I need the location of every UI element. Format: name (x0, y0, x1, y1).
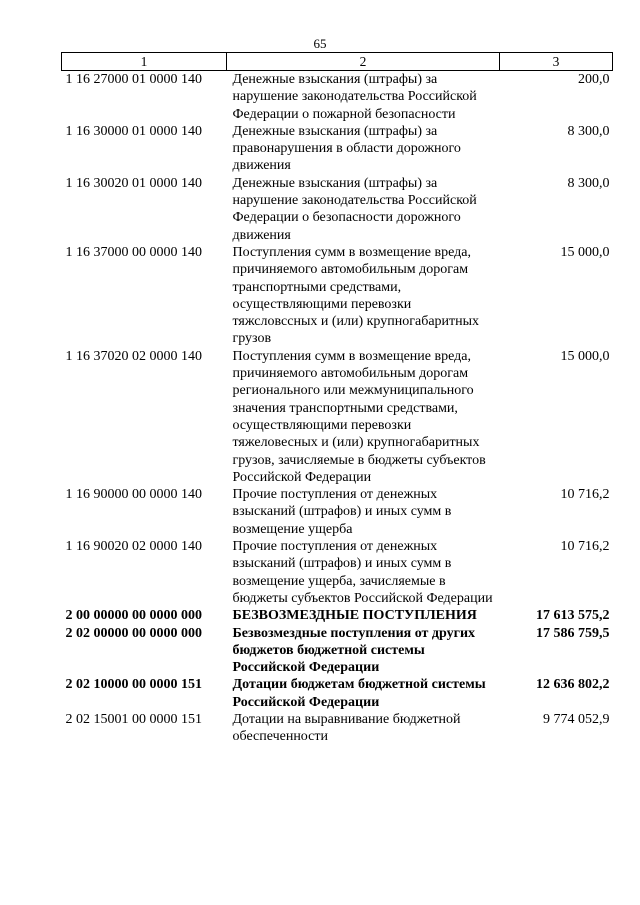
row-amount: 10 716,2 (560, 487, 610, 503)
row-code: 1 16 37000 00 0000 140 (65, 244, 202, 260)
row-amount: 8 300,0 (567, 175, 610, 191)
table-row (62, 711, 613, 746)
column-header-1: 1 (62, 53, 227, 71)
table-row (62, 175, 613, 244)
row-name: Дотации бюджетам бюджетной системы Российской Федерации (232, 677, 486, 710)
row-name: Поступления сумм в возмещение вреда, причиняемого автомобильным дорогам транспортными средствами, осуществляющими перевозки тяжсловссных и (или) крупногабаритных грузов (232, 244, 480, 347)
row-name: Денежные взыскания (штрафы) за нарушение законодательства Российской Федерации о пожарной безопасности (232, 72, 477, 122)
row-name: Прочие поступления от денежных взысканий (штрафов) и иных сумм в возмещение ущерба (232, 487, 452, 537)
row-name: Прочие поступления от денежных взысканий (штрафов) и иных сумм в возмещение ущерба, зачисляемые в бюджеты субъектов Российской Федерации (232, 539, 493, 606)
row-amount: 12 636 802,2 (536, 677, 610, 693)
row-amount: 15 000,0 (560, 348, 610, 364)
row-amount: 17 586 759,5 (536, 625, 610, 641)
header-row (62, 53, 613, 71)
row-code: 2 00 00000 00 0000 000 (65, 608, 202, 624)
row-code: 2 02 00000 00 0000 000 (65, 625, 202, 641)
row-name: Денежные взыскания (штрафы) за правонарушения в области дорожного движения (232, 123, 461, 174)
table-row (62, 123, 613, 175)
row-amount: 15 000,0 (560, 244, 610, 260)
row-code: 1 16 27000 01 0000 140 (65, 72, 202, 87)
row-name: Дотации на выравнивание бюджетной обеспеченности (232, 711, 461, 745)
table-row (62, 607, 613, 624)
table-row (62, 625, 613, 677)
row-amount: 10 716,2 (560, 539, 610, 555)
table-row (62, 486, 613, 538)
page-number: 65 (313, 36, 327, 51)
row-amount: 200,0 (578, 72, 610, 87)
budget-table (61, 52, 613, 746)
row-code: 1 16 37020 02 0000 140 (65, 348, 202, 364)
row-name: Поступления сумм в возмещение вреда, причиняемого автомобильным дорогам регионального или межмуниципального значения транспортными средствами, осуществляющими перевозки тяжеловесных и (или) крупногабаритных грузов, зачисляемые в бюджеты субъектов Российской Федерации (232, 348, 486, 485)
column-header-3: 3 (500, 53, 613, 71)
row-code: 1 16 30020 01 0000 140 (65, 175, 202, 191)
row-amount: 9 774 052,9 (543, 711, 610, 727)
table-row (62, 538, 613, 607)
row-amount: 17 613 575,2 (536, 608, 610, 624)
table-body (62, 71, 613, 746)
row-code: 1 16 30000 01 0000 140 (65, 123, 202, 139)
row-name: Безвозмездные поступления от других бюджетов бюджетной системы Российской Федерации (232, 625, 476, 676)
column-header-2: 2 (227, 53, 500, 71)
row-name: Денежные взыскания (штрафы) за нарушение законодательства Российской Федерации о безопасности дорожного движения (232, 175, 477, 243)
row-code: 1 16 90020 02 0000 140 (65, 539, 202, 555)
table-row (62, 71, 613, 123)
row-code: 2 02 15001 00 0000 151 (65, 711, 202, 727)
row-code: 1 16 90000 00 0000 140 (65, 487, 202, 503)
table-row (62, 348, 613, 486)
row-code: 2 02 10000 00 0000 151 (65, 677, 202, 693)
row-amount: 8 300,0 (567, 123, 610, 139)
table-row (62, 676, 613, 711)
table-row (62, 244, 613, 348)
table-header (62, 53, 613, 71)
row-name: БЕЗВОЗМЕЗДНЫЕ ПОСТУПЛЕНИЯ (232, 608, 477, 624)
